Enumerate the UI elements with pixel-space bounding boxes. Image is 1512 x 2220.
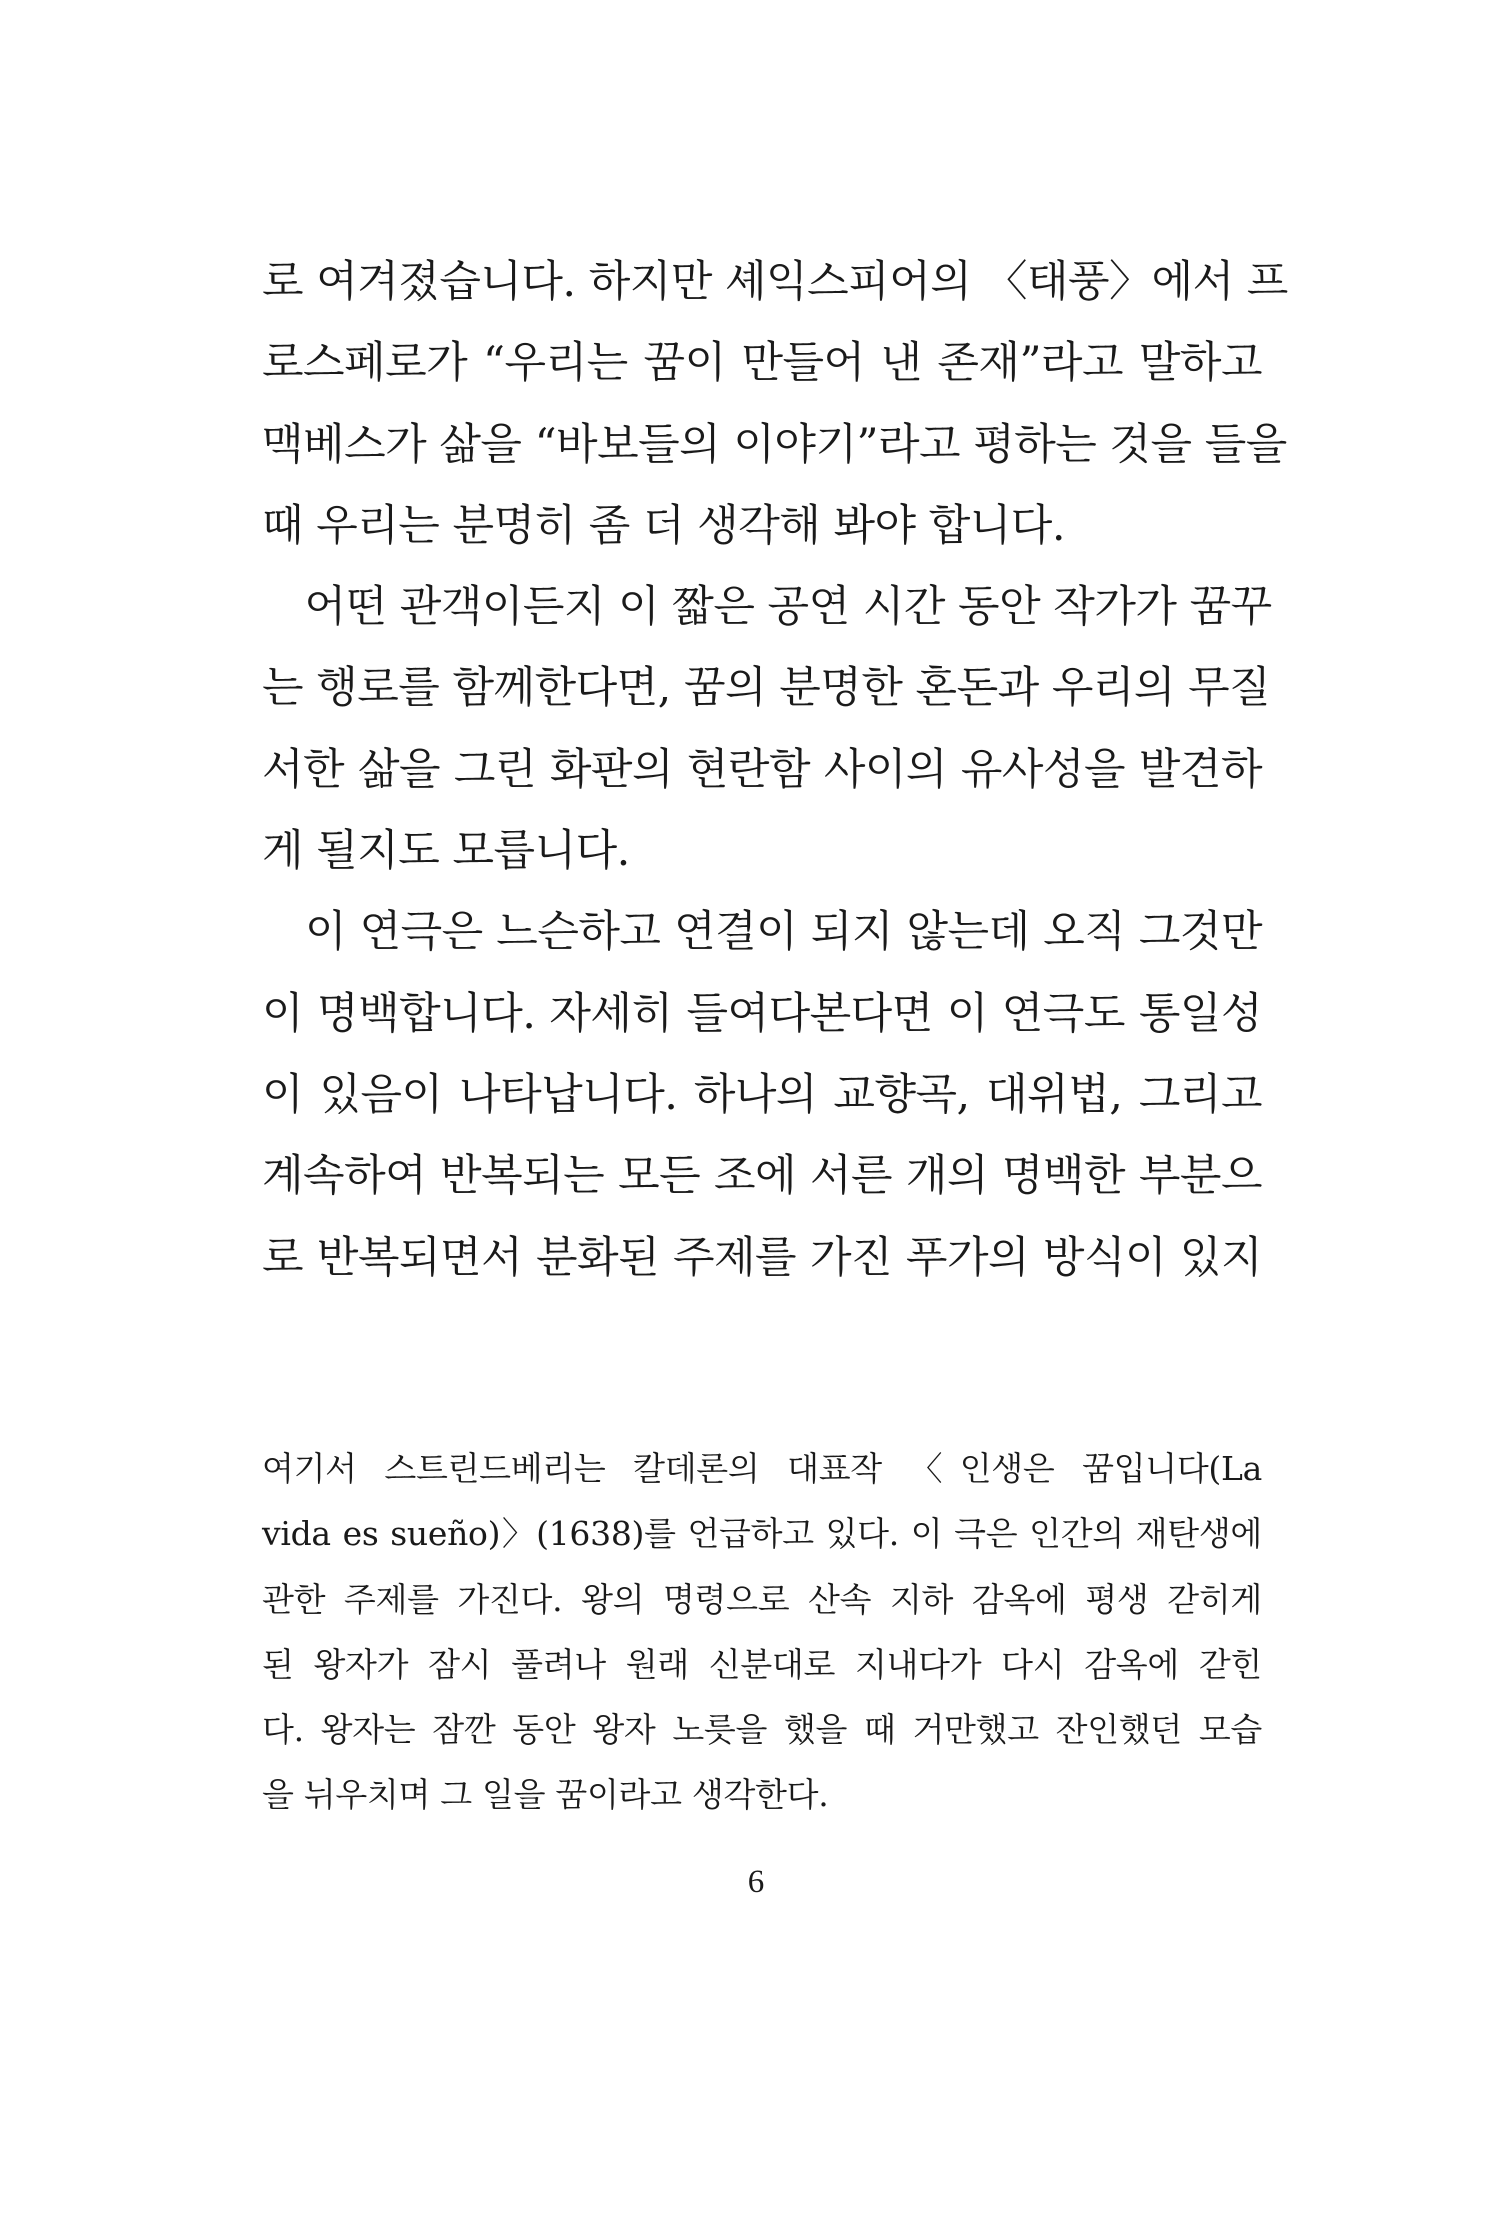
body-line: 계속하여 반복되는 모든 조에 서른 개의 명백한 부분으	[262, 1151, 1262, 1202]
body-line: 맥베스가 삶을 “바보들의 이야기”라고 평하는 것을 들을	[262, 419, 1287, 470]
body-line: 이 명백합니다. 자세히 들여다본다면 이 연극도 통일성	[262, 988, 1262, 1039]
body-line: 서한 삶을 그린 화판의 현란함 사이의 유사성을 발견하	[262, 744, 1262, 795]
footnote	[262, 1436, 1262, 1828]
body-text	[262, 242, 1288, 1299]
body-line: 때 우리는 분명히 좀 더 생각해 봐야 합니다.	[262, 500, 1065, 551]
footnote-line: vida es sueño)〉(1638)를 언급하고 있다. 이 극은 인간의 재탄생에	[262, 1514, 1262, 1554]
body-line: 이 있음이 나타납니다. 하나의 교향곡, 대위법, 그리고	[262, 1069, 1262, 1120]
footnote-line: 다. 왕자는 잠깐 동안 왕자 노릇을 했을 때 거만했고 잔인했던 모습	[262, 1710, 1262, 1750]
page-number: 6	[747, 1864, 765, 1900]
body-line: 게 될지도 모릅니다.	[262, 826, 630, 877]
body-line: 어떤 관객이든지 이 짧은 공연 시간 동안 작가가 꿈꾸	[262, 582, 1272, 633]
body-line: 는 행로를 함께한다면, 꿈의 분명한 혼돈과 우리의 무질	[262, 663, 1271, 714]
footnote-line: 을 뉘우치며 그 일을 꿈이라고 생각한다.	[262, 1775, 829, 1815]
footnote-line: 된 왕자가 잠시 풀려나 원래 신분대로 지내다가 다시 감옥에 갇힌	[262, 1644, 1262, 1684]
body-line: 이 연극은 느슨하고 연결이 되지 않는데 오직 그것만	[262, 907, 1262, 958]
body-line: 로 반복되면서 분화된 주제를 가진 푸가의 방식이 있지	[262, 1232, 1262, 1283]
body-line: 로스페로가 “우리는 꿈이 만들어 낸 존재”라고 말하고	[262, 338, 1262, 389]
footnote-line: 여기서 스트린드베리는 칼데론의 대표작 〈인생은 꿈입니다(La	[262, 1449, 1262, 1488]
footnote-line: 관한 주제를 가진다. 왕의 명령으로 산속 지하 감옥에 평생 갇히게	[262, 1579, 1262, 1619]
body-line: 로 여겨졌습니다. 하지만 셰익스피어의 〈태풍〉에서 프	[262, 257, 1288, 307]
